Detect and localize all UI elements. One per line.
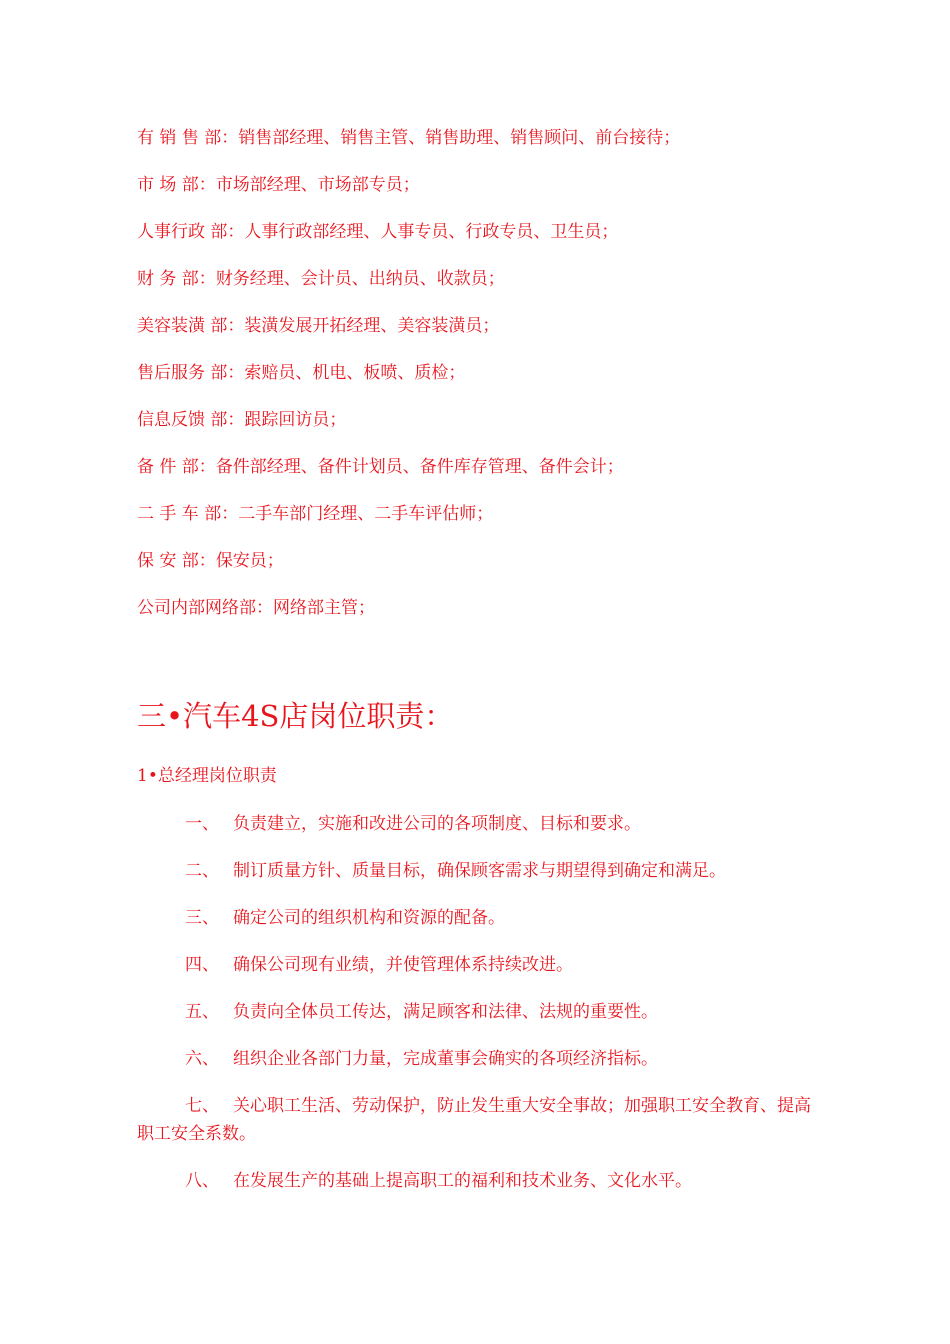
department-name: 公司内部网络部： xyxy=(137,598,273,618)
duty-number: 七、 xyxy=(185,1096,219,1116)
department-roles: 网络部主管； xyxy=(273,598,375,618)
department-name: 二 手 车 部： xyxy=(137,504,239,524)
department-roles: 备件部经理、备件计划员、备件库存管理、备件会计； xyxy=(215,457,624,477)
duty-text: 关心职工生活、劳动保护，防止发生重大安全事故；加强职工安全教育、提高职工安全系数。 xyxy=(137,1096,811,1144)
department-name: 财 务 部： xyxy=(137,269,216,289)
duty-text: 负责向全体员工传达，满足顾客和法律、法规的重要性。 xyxy=(233,1002,658,1022)
section-subtitle: 1•总经理岗位职责 xyxy=(137,766,277,786)
duty-item xyxy=(137,951,817,979)
duty-number: 四、 xyxy=(185,955,219,975)
department-row xyxy=(137,265,837,312)
duty-text: 负责建立，实施和改进公司的各项制度、目标和要求。 xyxy=(233,814,641,834)
duty-number: 一、 xyxy=(185,814,219,834)
department-row xyxy=(137,124,837,171)
department-name: 保 安 部： xyxy=(137,551,216,571)
department-roles: 跟踪回访员； xyxy=(244,410,347,430)
department-row xyxy=(137,453,837,500)
duty-text: 制订质量方针、质量目标，确保顾客需求与期望得到确定和满足。 xyxy=(233,861,726,881)
duty-text: 组织企业各部门力量，完成董事会确实的各项经济指标。 xyxy=(233,1049,658,1069)
department-name: 有 销 售 部： xyxy=(137,128,239,148)
department-roles: 保安员； xyxy=(215,551,284,571)
department-name: 市 场 部： xyxy=(137,175,216,195)
department-roles: 装潢发展开拓经理、美容装潢员； xyxy=(244,316,500,336)
department-roles: 财务经理、会计员、出纳员、收款员； xyxy=(215,269,505,289)
department-name: 信息反馈 部： xyxy=(137,410,245,430)
duty-text: 确保公司现有业绩，并使管理体系持续改进。 xyxy=(233,955,573,975)
duty-item xyxy=(137,857,817,885)
department-roles: 销售部经理、销售主管、销售助理、销售顾问、前台接待； xyxy=(238,128,681,148)
department-roles: 市场部经理、市场部专员； xyxy=(215,175,420,195)
duty-text: 在发展生产的基础上提高职工的福利和技术业务、文化水平。 xyxy=(233,1171,692,1191)
department-name: 售后服务 部： xyxy=(137,363,245,383)
department-roles: 索赔员、机电、板喷、质检； xyxy=(244,363,466,383)
section-title: 三•汽车4S店岗位职责： xyxy=(137,699,454,733)
duty-item xyxy=(137,998,817,1026)
department-row xyxy=(137,312,837,359)
duty-number: 六、 xyxy=(185,1049,219,1069)
department-name: 人事行政 部： xyxy=(137,222,245,242)
duty-number: 五、 xyxy=(185,1002,219,1022)
department-name: 美容装潢 部： xyxy=(137,316,245,336)
department-row xyxy=(137,359,837,406)
duty-text: 确定公司的组织机构和资源的配备。 xyxy=(233,908,505,928)
department-row xyxy=(137,594,837,641)
duty-number: 二、 xyxy=(185,861,219,881)
duty-number: 三、 xyxy=(185,908,219,928)
department-row xyxy=(137,406,837,453)
department-roles: 二手车部门经理、二手车评估师； xyxy=(238,504,494,524)
duty-item xyxy=(137,1167,817,1195)
duty-item xyxy=(137,1045,817,1073)
duty-item xyxy=(137,810,817,838)
department-row xyxy=(137,218,837,265)
department-name: 备 件 部： xyxy=(137,457,216,477)
duty-number: 八、 xyxy=(185,1171,219,1191)
duty-item xyxy=(137,1092,817,1148)
department-list xyxy=(137,124,837,641)
department-row xyxy=(137,547,837,594)
duty-list xyxy=(137,810,817,1214)
department-roles: 人事行政部经理、人事专员、行政专员、卫生员； xyxy=(244,222,619,242)
department-row xyxy=(137,171,837,218)
duty-item xyxy=(137,904,817,932)
department-row xyxy=(137,500,837,547)
